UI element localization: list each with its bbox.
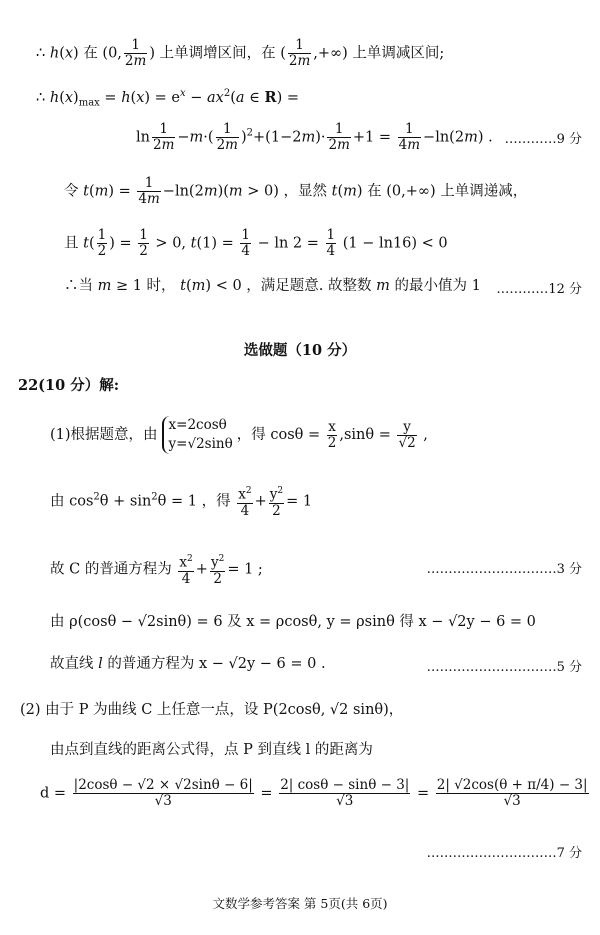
part2-point-p: (2) 由于 P 为曲线 C 上任意一点，设 P(2cosθ, √2 sinθ)， bbox=[20, 702, 404, 718]
section-title: 选做题（10 分） bbox=[243, 342, 357, 359]
part1-parametric: (1)根据题意，由 x=2cosθ y=√2sinθ ，得 cosθ = $\frac{x}{2}$ ,sinθ = $\frac{y}{√2}$ , bbox=[50, 417, 428, 452]
line-monotonic-intervals: ∴ h(x) 在 (0, $\frac{1}{2m}$ ) 上单调增区间，在 ( $\frac{1}{2m}$ ,+∞) 上单调减区间; bbox=[36, 37, 445, 69]
line-conclusion: ∴当 m ≥ 1 时， t(m) < 0 ，满足题意. 故整数 m 的最小值为 1 bbox=[64, 278, 481, 294]
part2-distance-intro: 由点到直线的距离公式得，点 P 到直线 l 的距离为 bbox=[50, 742, 373, 758]
line-tm-definition: 令 t(m) = $\frac{1}{4m}$ −ln(2m)(m > 0) ，显然 t(m) 在 (0,+∞) 上单调递减， bbox=[64, 175, 528, 207]
part1-identity: 由 $\cos^2\theta + \sin^2\theta = 1$ ，得 $\frac{x^2}{4}$ + $\frac{y^2}{2}$ = 1 bbox=[50, 486, 313, 519]
score-12: …………12 分 bbox=[496, 282, 582, 297]
part1-line-equation: 故直线 l 的普通方程为 x − √2y − 6 = 0 . bbox=[50, 656, 326, 672]
score-5: …………………………5 分 bbox=[426, 660, 582, 675]
line-tm-values: 且 t( $\frac{1}{2}$ ) = $\frac{1}{2}$ > 0, t(1) = $\frac{1}{4}$ − ln 2 = $\frac{1}{4}$ (1 − ln16) < 0 bbox=[64, 227, 448, 259]
score-3: …………………………3 分 bbox=[426, 562, 582, 577]
page-footer: 文数学参考答案 第 5页(共 6页) bbox=[212, 896, 388, 911]
part2-distance-formula: d = $\frac{|2\cos\theta - √2 \times √2\sin\theta - 6|}{√3}$ = $\frac{2| \cos\theta - \sin\theta - 3|}{√3}$ = $\frac{2| √2\cos(\theta + \pi/4) - 3|}{√3}$ bbox=[40, 777, 588, 809]
part1-curve-equation: 故 C 的普通方程为 $\frac{x^2}{4}$ + $\frac{y^2}{2}$ = 1 ; bbox=[50, 554, 263, 587]
line-hmax: ∴ $h(x)_{max} = h(x) = e^x - ax^2(a$ ∈ R) = bbox=[36, 88, 299, 109]
part1-polar-line: 由 ρ(cosθ − √2sinθ) = 6 及 x = ρcosθ, y = ρsinθ 得 x − √2y − 6 = 0 bbox=[50, 614, 536, 630]
question-22-heading: 22(10 分）解: bbox=[18, 377, 120, 394]
score-7: …………………………7 分 bbox=[426, 846, 582, 861]
line-hmax-expression: ln $\frac{1}{2m}$ −m·( $\frac{1}{2m}$ )$^2$+(1−2m)· $\frac{1}{2m}$ +1 = $\frac{1}{4m}$ −ln(2m) . bbox=[136, 121, 493, 153]
score-9: …………9 分 bbox=[504, 132, 582, 147]
text-l1 bbox=[0, 0, 1, 1]
